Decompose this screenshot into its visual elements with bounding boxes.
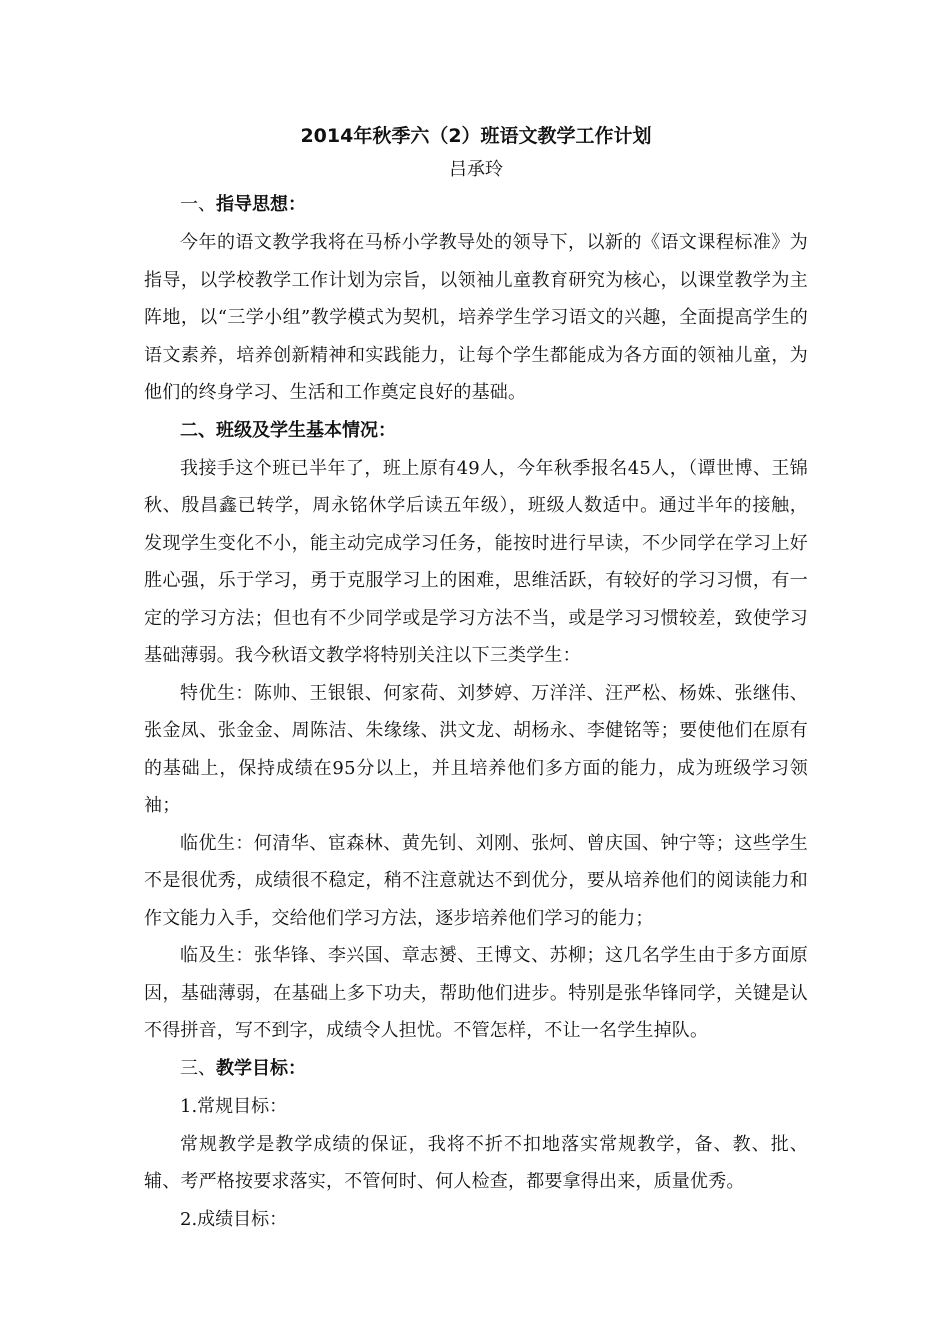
section-number: 二、: [180, 419, 216, 441]
document-page: [144, 118, 808, 1239]
document-title: 2014年秋季六（2）班语文教学工作计划: [300, 125, 652, 147]
section-number: 一、: [180, 194, 216, 215]
paragraph: 特优生：陈帅、王银银、何家荷、刘梦婷、万洋洋、汪严松、杨姝、张继伟、张金凤、张金金、周陈洁、朱缘缘、洪文龙、胡杨永、李健铭等；要使他们在原有的基础上，保持成绩在95分以上，并且培养他们多方面的能力，成为班级学习领袖；: [144, 682, 808, 816]
section-heading-2: [144, 412, 808, 450]
paragraph: 我接手这个班已半年了，班上原有49人，今年秋季报名45人，（谭世博、王锦秋、殷昌鑫已转学，周永铭休学后读五年级），班级人数适中。通过半年的接触，发现学生变化不小，能主动完成学习任务，能按时进行早读，不少同学在学习上好胜心强，乐于学习，勇于克服学习上的困难，思维活跃，有较好的学习习惯，有一定的学习方法；但也有不少同学或是学习方法不当，或是学习习惯较差，致使学习基础薄弱。我今秋语文教学将特别关注以下三类学生：: [144, 457, 808, 666]
author-name: 吕承玲: [449, 159, 503, 180]
subheading: 1.常规目标：: [180, 1095, 288, 1117]
section-number: 三、: [180, 1057, 216, 1079]
section-title: 指导思想：: [216, 194, 306, 215]
section-title: 教学目标：: [216, 1057, 306, 1079]
subheading: 2.成绩目标：: [180, 1208, 288, 1230]
section-title: 班级及学生基本情况：: [216, 419, 396, 441]
paragraph: 今年的语文教学我将在马桥小学教导处的领导下，以新的《语文课程标准》为指导，以学校教学工作计划为宗旨，以领袖儿童教育研究为核心，以课堂教学为主阵地，以“三学小组”教学模式为契机，培养学生学习语文的兴趣，全面提高学生的语文素养，培养创新精神和实践能力，让每个学生都能成为各方面的领袖儿童，为他们的终身学习、生活和工作奠定良好的基础。: [144, 232, 808, 403]
section-heading-3: [144, 1050, 808, 1088]
paragraph: 临优生：何清华、宦森林、黄先钊、刘刚、张炣、曾庆国、钟宁等；这些学生不是很优秀，成绩很不稳定，稍不注意就达不到优分，要从培养他们的阅读能力和作文能力入手，交给他们学习方法，逐步培养他们学习的能力；: [144, 832, 808, 929]
paragraph: 临及生：张华锋、李兴国、章志赟、王博文、苏柳；这几名学生由于多方面原因，基础薄弱，在基础上多下功夫，帮助他们进步。特别是张华锋同学，关键是认不得拼音，写不到字，成绩令人担忧。不管怎样，不让一名学生掉队。: [144, 945, 808, 1041]
section-heading-1: [144, 186, 808, 224]
paragraph: 常规教学是教学成绩的保证，我将不折不扣地落实常规教学，备、教、批、辅、考严格按要求落实，不管何时、何人检查，都要拿得出来，质量优秀。: [144, 1133, 808, 1192]
